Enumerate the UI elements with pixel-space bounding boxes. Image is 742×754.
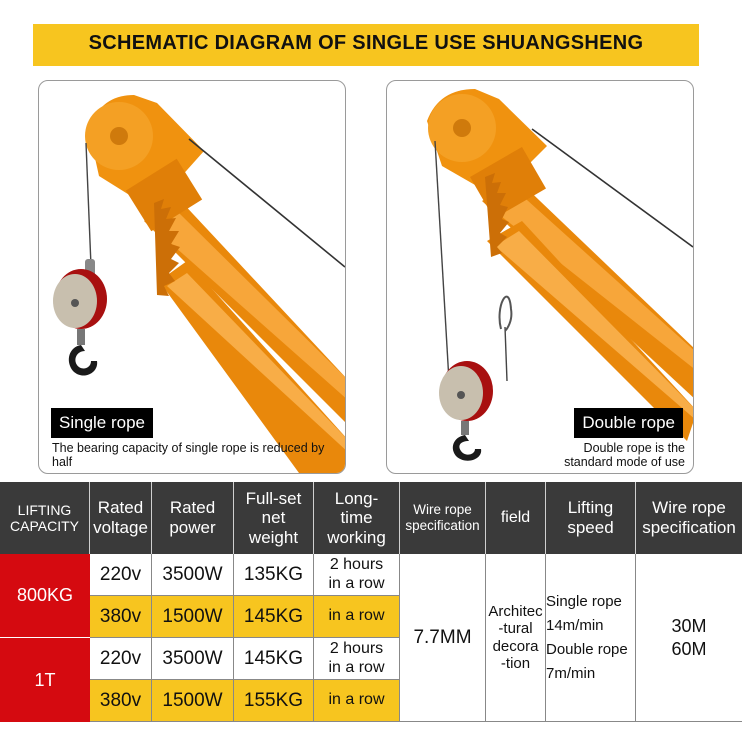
- row4-working: in a row: [314, 680, 400, 722]
- row1-power: 3500W: [152, 554, 234, 596]
- wire-rope-spec-value: 7.7MM: [400, 554, 486, 722]
- row3-working: 2 hours in a row: [314, 638, 400, 680]
- wire-rope-length-value: 30M 60M: [636, 554, 742, 722]
- single-rope-photo-panel: [38, 80, 346, 474]
- field-value: Architec -tural decora -tion: [486, 554, 546, 722]
- row4-voltage: 380v: [90, 680, 152, 722]
- row4-weight: 155KG: [234, 680, 314, 722]
- row3-weight: 145KG: [234, 638, 314, 680]
- header-rated-power: Rated power: [152, 482, 234, 554]
- boom-tubes: [482, 179, 693, 441]
- header-wire-rope-spec: Wire rope specification: [400, 482, 486, 554]
- header-lifting-speed: Lifting speed: [546, 482, 636, 554]
- row2-voltage: 380v: [90, 596, 152, 638]
- row1-working: 2 hours in a row: [314, 554, 400, 596]
- double-rope-caption: [415, 441, 685, 469]
- rope-loop: [500, 297, 512, 331]
- header-net-weight: Full-set net weight: [234, 482, 314, 554]
- header-lifting-capacity: LIFTING CAPACITY: [0, 482, 90, 554]
- header-rated-voltage: Rated voltage: [90, 482, 152, 554]
- boom-tubes: [144, 199, 345, 473]
- row1-voltage: 220v: [90, 554, 152, 596]
- row1-weight: 135KG: [234, 554, 314, 596]
- row2-power: 1500W: [152, 596, 234, 638]
- single-rope-caption: The bearing capacity of single rope is reduced by half: [52, 441, 325, 469]
- double-rope-label: Double rope: [574, 408, 683, 438]
- row2-working: in a row: [314, 596, 400, 638]
- double-rope-caption-line2: standard mode of use: [564, 455, 685, 469]
- wire-rope-a: [435, 141, 449, 381]
- lifting-speed-value: Single rope 14m/min Double rope 7m/min: [546, 554, 636, 722]
- title-banner: [33, 24, 699, 66]
- double-rope-photo-panel: [386, 80, 694, 474]
- capacity-800kg: 800KG: [0, 554, 90, 638]
- hook-pulley-block: [53, 259, 107, 376]
- header-wire-rope-length: Wire rope specification: [636, 482, 742, 554]
- wire-rope-b: [505, 327, 507, 381]
- spec-table: [0, 482, 742, 754]
- row4-power: 1500W: [152, 680, 234, 722]
- header-long-time-working: Long- time working: [314, 482, 400, 554]
- row2-weight: 145KG: [234, 596, 314, 638]
- single-rope-label: Single rope: [51, 408, 153, 438]
- header-field: field: [486, 482, 546, 554]
- wire-rope: [86, 143, 91, 266]
- row3-power: 3500W: [152, 638, 234, 680]
- double-rope-caption-line1: Double rope is the: [583, 441, 685, 455]
- page-title: SCHEMATIC DIAGRAM OF SINGLE USE SHUANGSHENG: [88, 32, 644, 54]
- row3-voltage: 220v: [90, 638, 152, 680]
- capacity-1t: 1T: [0, 638, 90, 722]
